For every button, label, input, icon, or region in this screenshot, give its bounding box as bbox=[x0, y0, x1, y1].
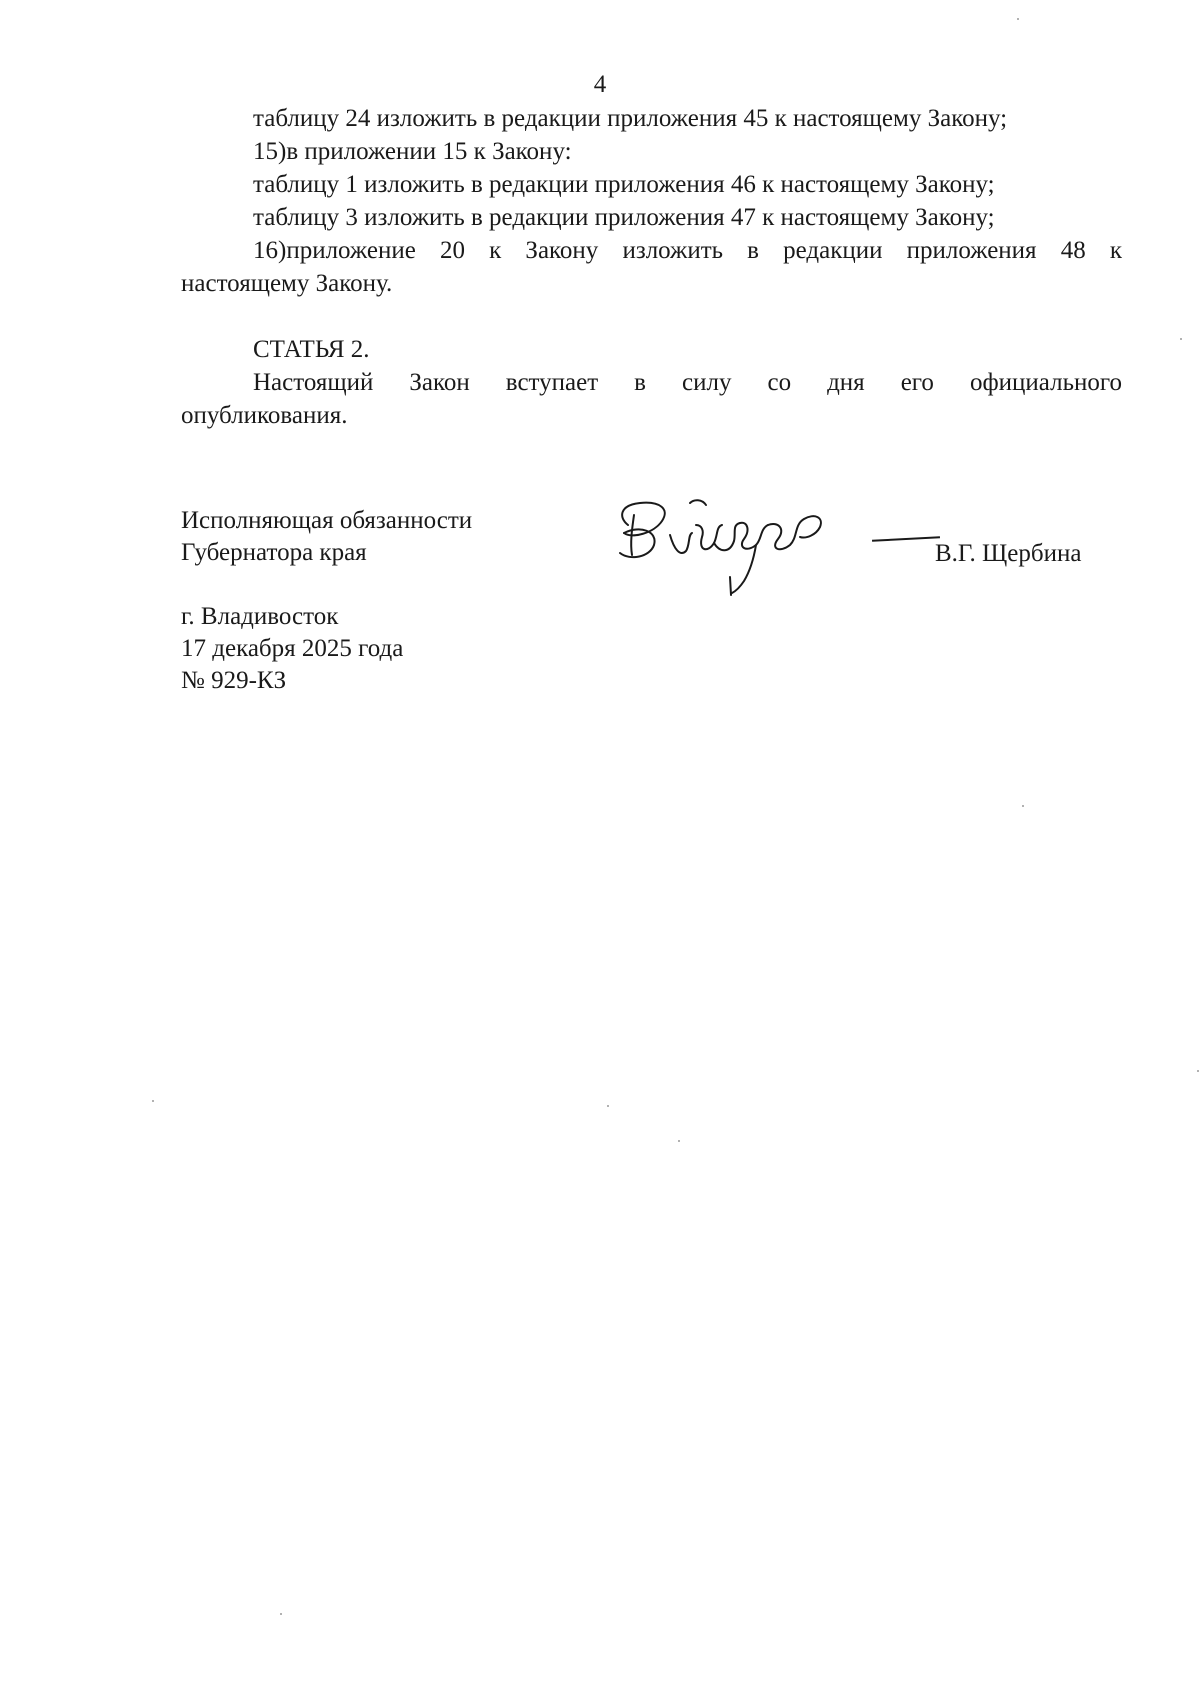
scan-speck bbox=[280, 1613, 282, 1615]
signer-position-line: Губернатора края bbox=[181, 539, 367, 566]
paragraph: 15)в приложении 15 к Закону: bbox=[253, 138, 572, 165]
article-heading: СТАТЬЯ 2. bbox=[253, 336, 370, 363]
paragraph: 16)приложение 20 к Закону изложить в редакции приложения 48 к bbox=[253, 237, 1122, 264]
signer-name: В.Г. Щербина bbox=[935, 540, 1082, 567]
article-text-continuation: опубликования. bbox=[181, 402, 348, 429]
law-number: № 929-КЗ bbox=[181, 667, 287, 694]
scan-speck bbox=[152, 1100, 154, 1102]
handwritten-signature bbox=[610, 495, 850, 600]
document-body bbox=[181, 102, 1122, 432]
scan-speck bbox=[1017, 18, 1019, 20]
city: г. Владивосток bbox=[181, 603, 339, 630]
scan-speck bbox=[1022, 805, 1024, 807]
scan-speck bbox=[678, 1140, 680, 1142]
paragraph-continuation: настоящему Закону. bbox=[181, 270, 393, 297]
paragraph: таблицу 24 изложить в редакции приложения 45 к настоящему Закону; bbox=[253, 105, 1008, 132]
page-number: 4 bbox=[593, 71, 607, 98]
spacer bbox=[181, 300, 1122, 333]
scan-speck bbox=[1180, 338, 1182, 340]
scan-speck bbox=[607, 1105, 609, 1107]
signer-position bbox=[181, 505, 472, 569]
date: 17 декабря 2025 года bbox=[181, 635, 404, 662]
paragraph: таблицу 1 изложить в редакции приложения 46 к настоящему Закону; bbox=[253, 171, 995, 198]
paragraph: таблицу 3 изложить в редакции приложения 47 к настоящему Закону; bbox=[253, 204, 995, 231]
signature-dash bbox=[872, 536, 940, 542]
scan-speck bbox=[1197, 1070, 1199, 1072]
place-date-block bbox=[181, 601, 403, 697]
article-text: Настоящий Закон вступает в силу со дня его официального bbox=[253, 369, 1122, 396]
signer-position-line: Исполняющая обязанности bbox=[181, 507, 473, 534]
